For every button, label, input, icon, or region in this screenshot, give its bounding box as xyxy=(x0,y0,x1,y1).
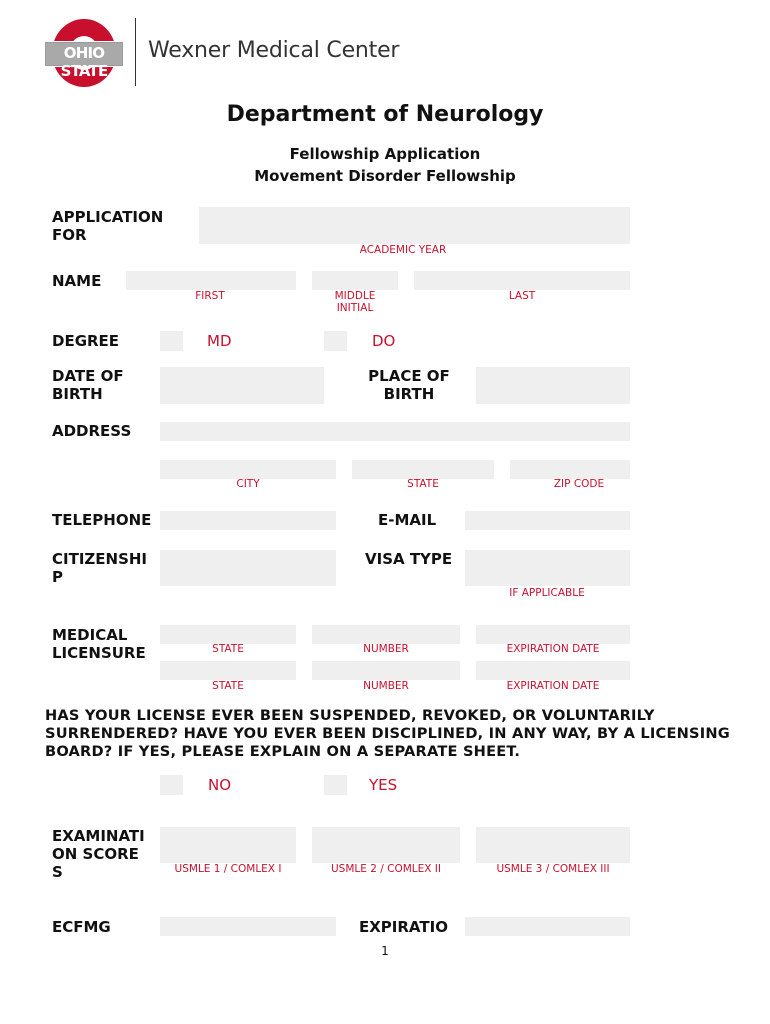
page-title: Department of Neurology xyxy=(226,102,544,127)
label-application-for: APPLICATION FOR xyxy=(52,208,164,244)
state-field[interactable] xyxy=(352,460,494,479)
email-field[interactable] xyxy=(465,511,630,530)
usmle-2-field[interactable] xyxy=(312,827,460,863)
label-citizenship: CITIZENSHIP xyxy=(52,550,148,586)
sub-usmle-2: USMLE 2 / COMLEX II xyxy=(331,863,441,875)
do-checkbox[interactable] xyxy=(324,331,347,351)
sub-license-1-state: STATE xyxy=(212,643,244,655)
citizenship-field[interactable] xyxy=(160,550,336,586)
logo-text: OHIO STATE xyxy=(60,44,108,80)
sub-middle-initial: MIDDLE INITIAL xyxy=(334,290,376,314)
sub-city: CITY xyxy=(236,478,260,490)
sub-license-2-expiration: EXPIRATION DATE xyxy=(506,680,600,692)
sub-usmle-1: USMLE 1 / COMLEX I xyxy=(174,863,282,875)
license-2-state-field[interactable] xyxy=(160,661,296,680)
yes-option-label: YES xyxy=(369,776,398,794)
zip-code-field[interactable] xyxy=(510,460,630,479)
no-checkbox[interactable] xyxy=(160,775,183,795)
sub-license-2-state: STATE xyxy=(212,680,244,692)
subtitle-program: Movement Disorder Fellowship xyxy=(254,167,516,185)
sub-usmle-3: USMLE 3 / COMLEX III xyxy=(496,863,610,875)
sub-license-1-number: NUMBER xyxy=(363,643,409,655)
page-number: 1 xyxy=(381,944,389,958)
label-email: E-MAIL xyxy=(378,511,437,529)
header-divider xyxy=(135,18,136,86)
label-visa-type: VISA TYPE xyxy=(365,550,453,568)
sub-academic-year: ACADEMIC YEAR xyxy=(359,244,447,256)
sub-if-applicable: IF APPLICABLE xyxy=(509,587,585,599)
sub-first: FIRST xyxy=(195,290,225,302)
last-name-field[interactable] xyxy=(414,271,630,290)
first-name-field[interactable] xyxy=(126,271,296,290)
usmle-3-field[interactable] xyxy=(476,827,630,863)
sub-zip-code: ZIP CODE xyxy=(553,478,605,490)
yes-checkbox[interactable] xyxy=(324,775,347,795)
ohio-state-logo xyxy=(44,17,124,89)
place-of-birth-field[interactable] xyxy=(476,367,630,404)
telephone-field[interactable] xyxy=(160,511,336,530)
label-address: ADDRESS xyxy=(52,422,132,440)
license-1-number-field[interactable] xyxy=(312,625,460,644)
license-discipline-question: HAS YOUR LICENSE EVER BEEN SUSPENDED, REVOKED, OR VOLUNTARILY SURRENDERED? HAVE YOU EVER BEEN DISCIPLINED, IN ANY WAY, BY A LICENSING BOARD? IF YES, PLEASE EXPLAIN ON A SEPARATE SHEET. xyxy=(45,707,730,760)
md-option-label: MD xyxy=(207,332,232,350)
license-1-state-field[interactable] xyxy=(160,625,296,644)
visa-type-field[interactable] xyxy=(465,550,630,586)
usmle-1-field[interactable] xyxy=(160,827,296,863)
sub-state: STATE xyxy=(407,478,439,490)
label-examination-scores: EXAMINATION SCORES xyxy=(52,827,145,881)
sub-last: LAST xyxy=(508,290,536,302)
sub-license-2-number: NUMBER xyxy=(363,680,409,692)
label-place-of-birth: PLACE OF BIRTH xyxy=(368,367,450,403)
license-2-number-field[interactable] xyxy=(312,661,460,680)
label-telephone: TELEPHONE xyxy=(52,511,152,529)
license-1-expiration-field[interactable] xyxy=(476,625,630,644)
label-expiration: EXPIRATIO xyxy=(359,918,448,936)
do-option-label: DO xyxy=(372,332,396,350)
ecfmg-expiration-field[interactable] xyxy=(465,917,630,936)
address-field[interactable] xyxy=(160,422,630,441)
brand-name: Wexner Medical Center xyxy=(148,38,400,63)
ecfmg-field[interactable] xyxy=(160,917,336,936)
sub-license-1-expiration: EXPIRATION DATE xyxy=(506,643,600,655)
middle-initial-field[interactable] xyxy=(312,271,398,290)
no-option-label: NO xyxy=(208,776,232,794)
md-checkbox[interactable] xyxy=(160,331,183,351)
label-ecfmg: ECFMG xyxy=(52,918,111,936)
label-medical-licensure: MEDICAL LICENSURE xyxy=(52,626,146,662)
label-date-of-birth: DATE OF BIRTH xyxy=(52,367,124,403)
city-field[interactable] xyxy=(160,460,336,479)
label-degree: DEGREE xyxy=(52,332,120,350)
subtitle-fellowship: Fellowship Application xyxy=(289,145,481,163)
application-for-field[interactable] xyxy=(199,207,630,244)
license-2-expiration-field[interactable] xyxy=(476,661,630,680)
date-of-birth-field[interactable] xyxy=(160,367,324,404)
label-name: NAME xyxy=(52,272,102,290)
